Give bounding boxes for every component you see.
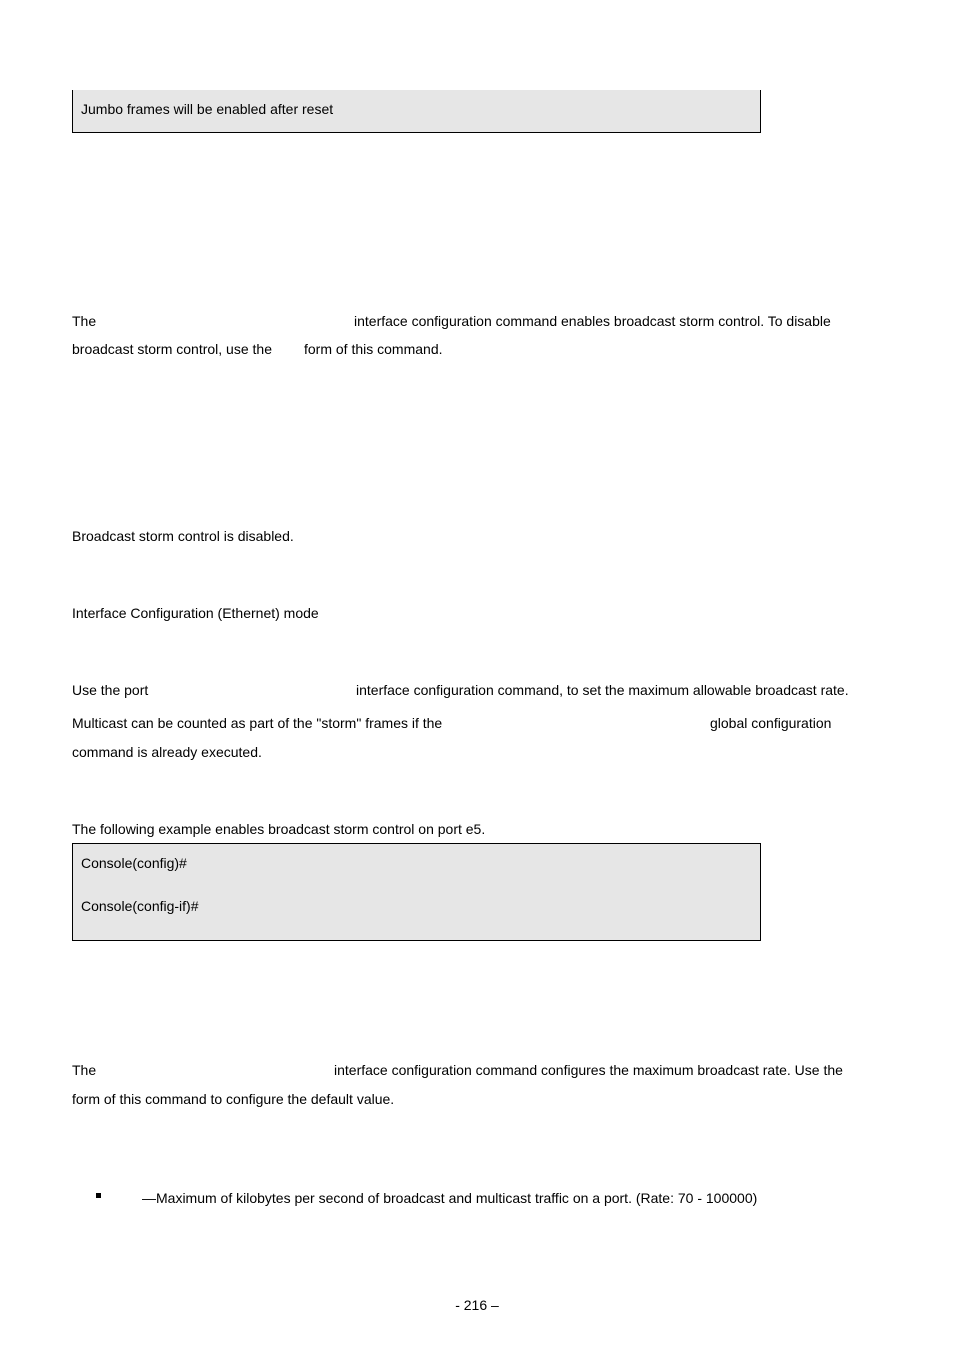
- example-code-box: [72, 843, 761, 941]
- description-line2a: broadcast storm control, use the: [72, 341, 272, 357]
- console-line-2: Console(config-if)#: [81, 898, 199, 914]
- example-intro: The following example enables broadcast storm control on port e5.: [72, 821, 486, 837]
- page-number: - 216 –: [455, 1297, 499, 1313]
- description-the: The: [72, 313, 97, 329]
- description-text: interface configuration command enables broadcast storm control. To disable: [354, 313, 831, 329]
- usage-line3: command is already executed.: [72, 744, 262, 760]
- rate-description-text: interface configuration command configures the maximum broadcast rate. Use the: [334, 1062, 843, 1078]
- usage-line1b: interface configuration command, to set the maximum allowable broadcast rate.: [356, 682, 849, 698]
- bullet-icon: [96, 1193, 101, 1198]
- output-line: Jumbo frames will be enabled after reset: [81, 101, 334, 117]
- jumbo-frames-output-box: [72, 90, 761, 133]
- console-line-1: Console(config)#: [81, 855, 187, 871]
- rate-description-line2: form of this command to configure the default value.: [72, 1091, 395, 1107]
- usage-line2b: global configuration: [710, 715, 832, 731]
- rate-description-the: The: [72, 1062, 97, 1078]
- usage-line2a: Multicast can be counted as part of the "storm" frames if the: [72, 715, 443, 731]
- description-line2b: form of this command.: [304, 341, 443, 357]
- usage-line1a: Use the port: [72, 682, 149, 698]
- rate-parameter-text: —Maximum of kilobytes per second of broadcast and multicast traffic on a port. (Rate: 70 - 100000): [142, 1190, 758, 1206]
- default-setting: Broadcast storm control is disabled.: [72, 528, 294, 544]
- command-mode: Interface Configuration (Ethernet) mode: [72, 605, 319, 621]
